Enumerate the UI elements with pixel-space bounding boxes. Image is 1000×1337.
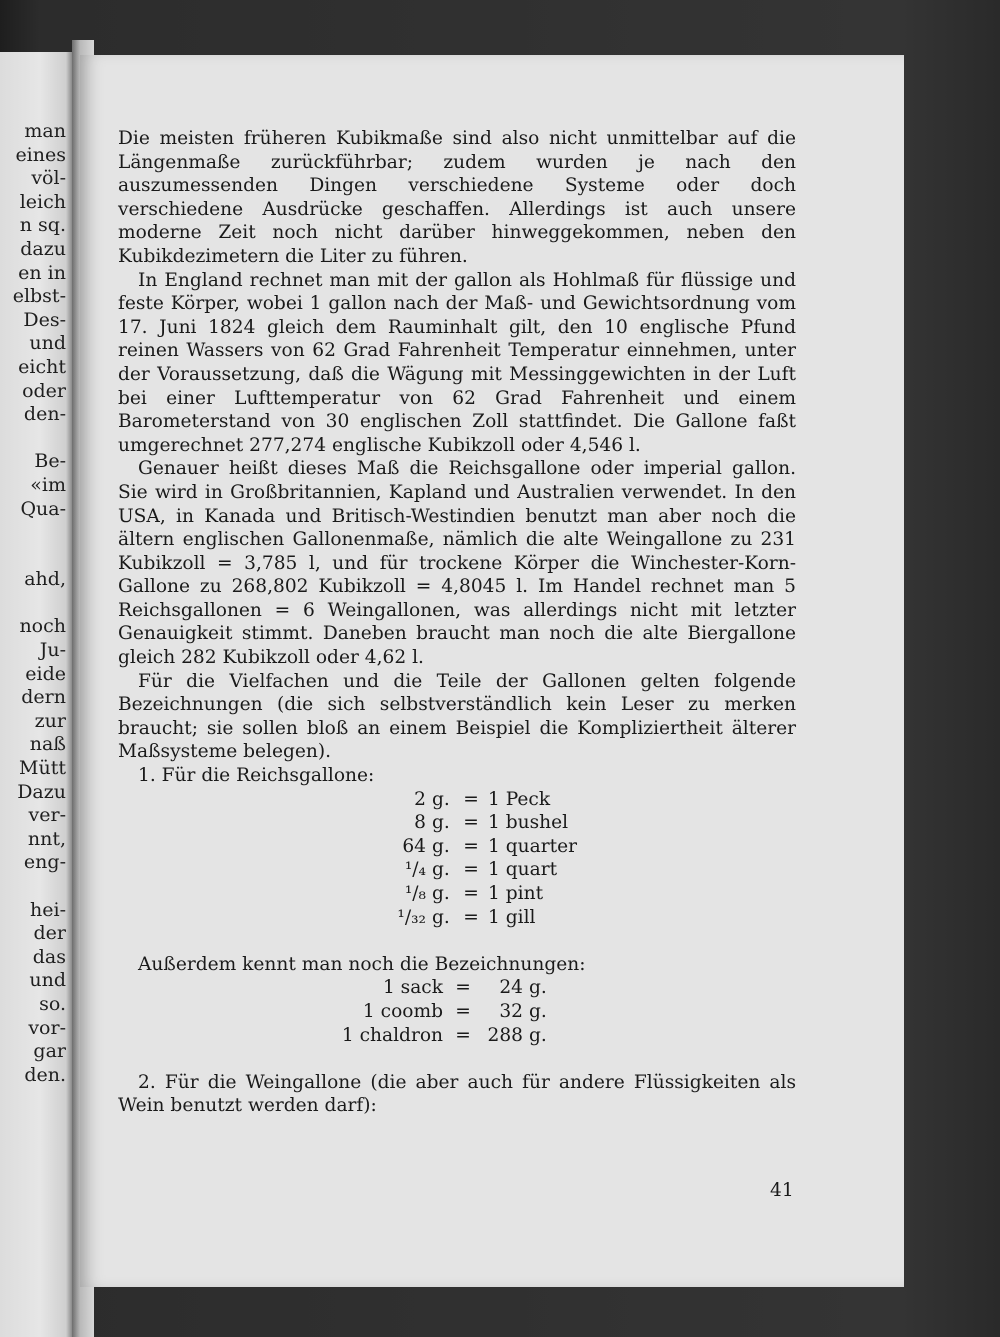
cell-result: 1 bushel: [488, 812, 569, 834]
left-fragment: Qua-: [20, 497, 66, 520]
cell-unit: g.: [529, 1000, 547, 1022]
cell-eq: =: [463, 883, 479, 904]
left-fragment: [13, 592, 66, 616]
cell-unit: g.: [529, 977, 547, 999]
cell-value: 32: [499, 1000, 523, 1022]
page-number: 41: [770, 1180, 794, 1201]
left-fragment: man: [24, 120, 66, 142]
cell-eq: =: [463, 835, 479, 857]
left-fragment: gar: [33, 1040, 66, 1063]
cell-eq: =: [455, 977, 471, 999]
table-row: [331, 1024, 547, 1048]
left-fragment: dern: [21, 686, 66, 709]
left-fragment: elbst-: [12, 285, 66, 308]
left-fragment: noch: [19, 615, 66, 638]
paragraph-3: Genauer heißt dieses Maß die Reichsgallone oder imperial gallon. Sie wird in Großbritannien, Kapland und Australien verwendet. In den USA, in Kanada und Britisch-Westindien benutzt man aber noch die ältern englischen Gallonenmaße, nämlich die alte Weingallone zu 231 Kubikzoll = 3,785 l, und für trockene Körper die Winchester-Korn-Gallone zu 268,802 Kubikzoll = 4,8045 l. Im Handel rechnet man 5 Reichsgallonen = 6 Weingallonen, was allerdings nicht mit letzter Genauigkeit stimmt. Daneben braucht man noch die alte Biergallone gleich 282 Kubikzoll oder 4,62 l.: [118, 458, 796, 669]
cell-result: 1 quart: [488, 859, 558, 881]
cell-eq: =: [455, 1000, 471, 1022]
designations-table: [331, 976, 547, 1047]
paragraph-2: In England rechnet man mit der gallon als Hohlmaß für flüssige und feste Körper, wobei 1 gallon nach der Maß- und Gewichtsordnung vom 17. Juni 1824 gleich dem Rauminhalt gilt, den 10 englische Pfund reinen Wassers von 62 Grad Fahrenheit Temperatur einnehmen, unter der Voraussetzung, daß die Wägung mit Messinggewichten in der Luft bei einer Lufttemperatur von 62 Grad Fahrenheit und einem Barometerstand von 30 englischen Zoll stattfindet. Die Gallone faßt umgerechnet 277,274 englische Kubikzoll oder 4,546 l.: [118, 269, 796, 456]
cell-unit: g.: [432, 812, 450, 834]
cell-value: 288: [487, 1024, 523, 1046]
cell-amount: 64: [402, 835, 426, 857]
left-fragment: n sq.: [19, 214, 66, 237]
cell-result: 1 pint: [488, 883, 544, 904]
left-fragment: en in: [18, 261, 66, 284]
left-fragment: oder: [22, 379, 66, 402]
left-fragment: dazu: [20, 237, 66, 260]
reichsgallone-table: [380, 788, 577, 930]
left-page: [0, 52, 72, 1337]
cell-result: 1 Peck: [488, 788, 551, 810]
left-fragment: vor-: [28, 1016, 66, 1039]
left-fragment: ahd,: [24, 568, 66, 591]
left-fragment: Dazu: [17, 780, 66, 803]
cell-eq: =: [455, 1024, 471, 1046]
left-fragment: eide: [25, 662, 66, 685]
cell-eq: =: [463, 788, 479, 810]
left-fragment: eines: [15, 143, 66, 166]
left-fragment: [13, 875, 66, 899]
cell-unit: g.: [432, 835, 450, 857]
left-fragment: [13, 427, 66, 451]
left-fragment: eicht: [18, 355, 66, 378]
paragraph-4: Für die Vielfachen und die Teile der Gallonen gelten folgende Bezeichnungen (die sich selbstverständlich kein Leser zu merken braucht; sie sollen bloß an einem Beispiel die Kompliziertheit älterer Maßsysteme belegen).: [118, 670, 796, 763]
paragraph-1: Die meisten früheren Kubikmaße sind also nicht unmittelbar auf die Längenmaße zurückführbar; zudem wurden je nach den auszumessenden Dingen verschiedene Systeme oder doch verschiedene Ausdrücke geschaffen. Allerdings ist auch unsere moderne Zeit noch nicht darüber hinweggekommen, neben den Kubikdezimetern die Liter zu führen.: [118, 128, 796, 267]
left-fragment: Ju-: [39, 639, 66, 662]
cell-amount: ¹/₄: [404, 859, 426, 881]
left-page-text-fragments: [13, 120, 66, 1087]
left-fragment: naß: [29, 733, 66, 756]
table-row: [380, 906, 577, 930]
left-fragment: Be-: [34, 450, 66, 473]
left-fragment: den.: [24, 1063, 66, 1086]
left-fragment: leich: [19, 190, 66, 213]
cell-name: 1 chaldron: [341, 1024, 443, 1046]
left-fragment: nnt,: [27, 827, 66, 850]
cell-unit: g.: [432, 906, 450, 928]
left-fragment: so.: [39, 992, 66, 1015]
left-fragment: ver-: [28, 804, 66, 827]
table-row: [331, 976, 547, 1000]
cell-name: 1 coomb: [362, 1000, 443, 1022]
cell-amount: 8: [414, 812, 426, 834]
cell-name: 1 sack: [382, 977, 443, 999]
cell-amount: 2: [414, 788, 426, 810]
cell-result: 1 gill: [488, 906, 536, 928]
cell-amount: ¹/₃₂: [397, 906, 426, 928]
table-row: [380, 882, 577, 906]
left-fragment: zur: [34, 709, 66, 732]
also-designations-text: Außerdem kennt man noch die Bezeichnungen:: [138, 953, 586, 975]
left-fragment: und: [29, 332, 66, 355]
cell-value: 24: [499, 977, 523, 999]
cell-eq: =: [463, 859, 479, 881]
cell-unit: g.: [432, 788, 450, 810]
cell-unit: g.: [529, 1024, 547, 1046]
table-row: [380, 788, 577, 812]
left-fragment: das: [32, 945, 66, 968]
table-row: [380, 858, 577, 882]
left-fragment: völ-: [31, 167, 66, 190]
table-row: [380, 811, 577, 835]
left-fragment: Mütt: [19, 757, 66, 780]
left-fragment: hei-: [30, 898, 66, 921]
left-fragment: den-: [23, 403, 66, 426]
left-fragment: [13, 545, 66, 569]
page-body: [118, 127, 796, 1118]
left-fragment: eng-: [23, 851, 66, 874]
left-fragment: Des-: [23, 308, 66, 331]
cell-amount: ¹/₈: [404, 883, 426, 904]
cell-unit: g.: [432, 883, 450, 904]
cell-unit: g.: [432, 859, 450, 881]
list-heading-reichsgallone: 1. Für die Reichsgallone:: [138, 765, 375, 787]
left-fragment: [13, 521, 66, 545]
cell-eq: =: [463, 812, 479, 834]
cell-eq: =: [463, 906, 479, 928]
left-fragment: «im: [30, 473, 66, 496]
left-fragment: der: [33, 922, 66, 945]
table-row: [380, 835, 577, 859]
left-fragment: und: [29, 969, 66, 992]
cell-result: 1 quarter: [488, 835, 577, 857]
table-row: [331, 1000, 547, 1024]
list-heading-weingallone: 2. Für die Weingallone (die aber auch für andere Flüssigkeiten als Wein benutzt werden darf):: [118, 1071, 796, 1117]
